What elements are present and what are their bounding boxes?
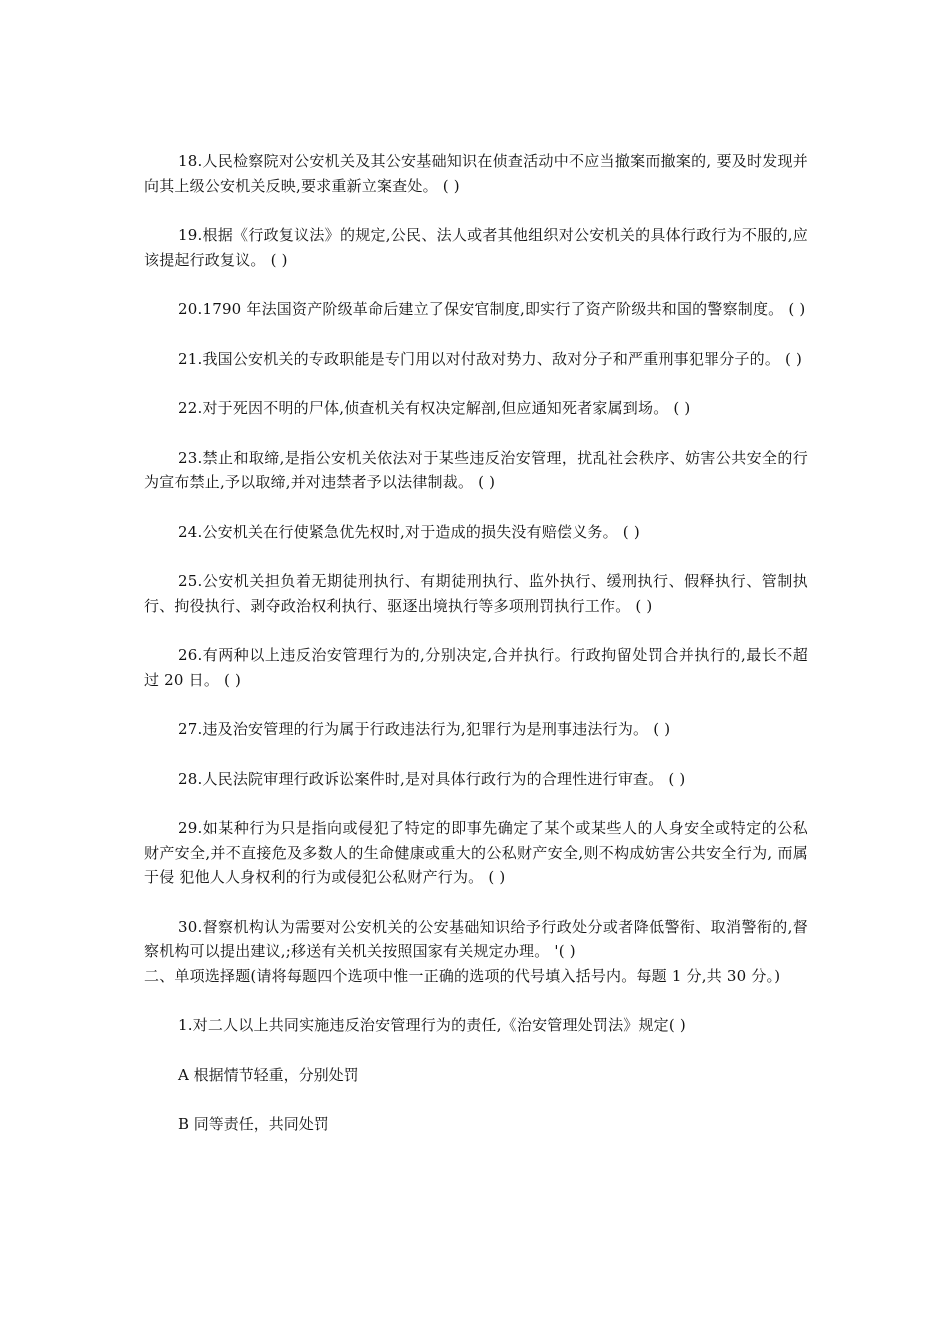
question-22: 22.对于死因不明的尸体,侦查机关有权决定解剖,但应通知死者家属到场。 ( ): [178, 399, 691, 417]
option-a: A 根据情节轻重，分别处罚: [178, 1065, 359, 1084]
question-20: 20.1790 年法国资产阶级革命后建立了保安官制度,即实行了资产阶级共和国的警察制度。 ( ): [178, 300, 806, 318]
question-27: 27.违及治安管理的行为属于行政违法行为,犯罪行为是刑事违法行为。 ( ): [178, 720, 671, 738]
question-26: 26.有两种以上违反治安管理行为的,分别决定,合并执行。行政拘留处罚合并执行的,最长不超过 20 日。 ( ): [144, 646, 808, 689]
question-28: 28.人民法院审理行政诉讼案件时,是对具体行政行为的合理性进行审查。 ( ): [178, 769, 686, 788]
question-23: 23.禁止和取缔,是指公安机关依法对于某些违反治安管理，扰乱社会秩序、妨害公共安全的行为宣布禁止,予以取缔,并对违禁者予以法律制裁。 ( ): [144, 448, 808, 491]
question-25: 25.公安机关担负着无期徒刑执行、有期徒刑执行、监外执行、缓刑执行、假释执行、管制执行、拘役执行、剥夺政治权利执行、驱逐出境执行等多项刑罚执行工作。 ( ): [144, 572, 808, 615]
question-29: 29.如某种行为只是指向或侵犯了特定的即事先确定了某个或某些人的人身安全或特定的公私财产安全,并不直接危及多数人的生命健康或重大的公私财产安全,则不构成妨害公共安全行为, 而属于侵 犯他人人身权利的行为或侵犯公私财产行为。 ( ): [144, 819, 808, 886]
question-21: 21.我国公安机关的专政职能是专门用以对付敌对势力、敌对分子和严重刑事犯罪分子的。 ( ): [178, 349, 803, 368]
question-18: 18.人民检察院对公安机关及其公安基础知识在侦查活动中不应当撤案而撤案的, 要及时发现并向其上级公安机关反映,要求重新立案查处。 ( ): [144, 152, 808, 195]
section-heading: 二、单项选择题(请将每题四个选项中惟一正确的选项的代号填入括号内。每题 1 分,共 30 分。): [144, 966, 781, 985]
question-30: 30.督察机构认为需要对公安机关的公安基础知识给予行政处分或者降低警衔、取消警衔的,督察机构可以提出建议,;移送有关机关按照国家有关规定办理。 '( ): [144, 917, 808, 960]
choice-question-1: 1.对二人以上共同实施违反治安管理行为的责任,《治安管理处罚法》规定( ): [178, 1016, 686, 1034]
question-19: 19.根据《行政复议法》的规定,公民、法人或者其他组织对公安机关的具体行政行为不服的,应该提起行政复议。 ( ): [144, 226, 808, 269]
question-24: 24.公安机关在行使紧急优先权时,对于造成的损失没有赔偿义务。 ( ): [178, 522, 640, 541]
option-b: B 同等责任，共同处罚: [178, 1115, 329, 1133]
